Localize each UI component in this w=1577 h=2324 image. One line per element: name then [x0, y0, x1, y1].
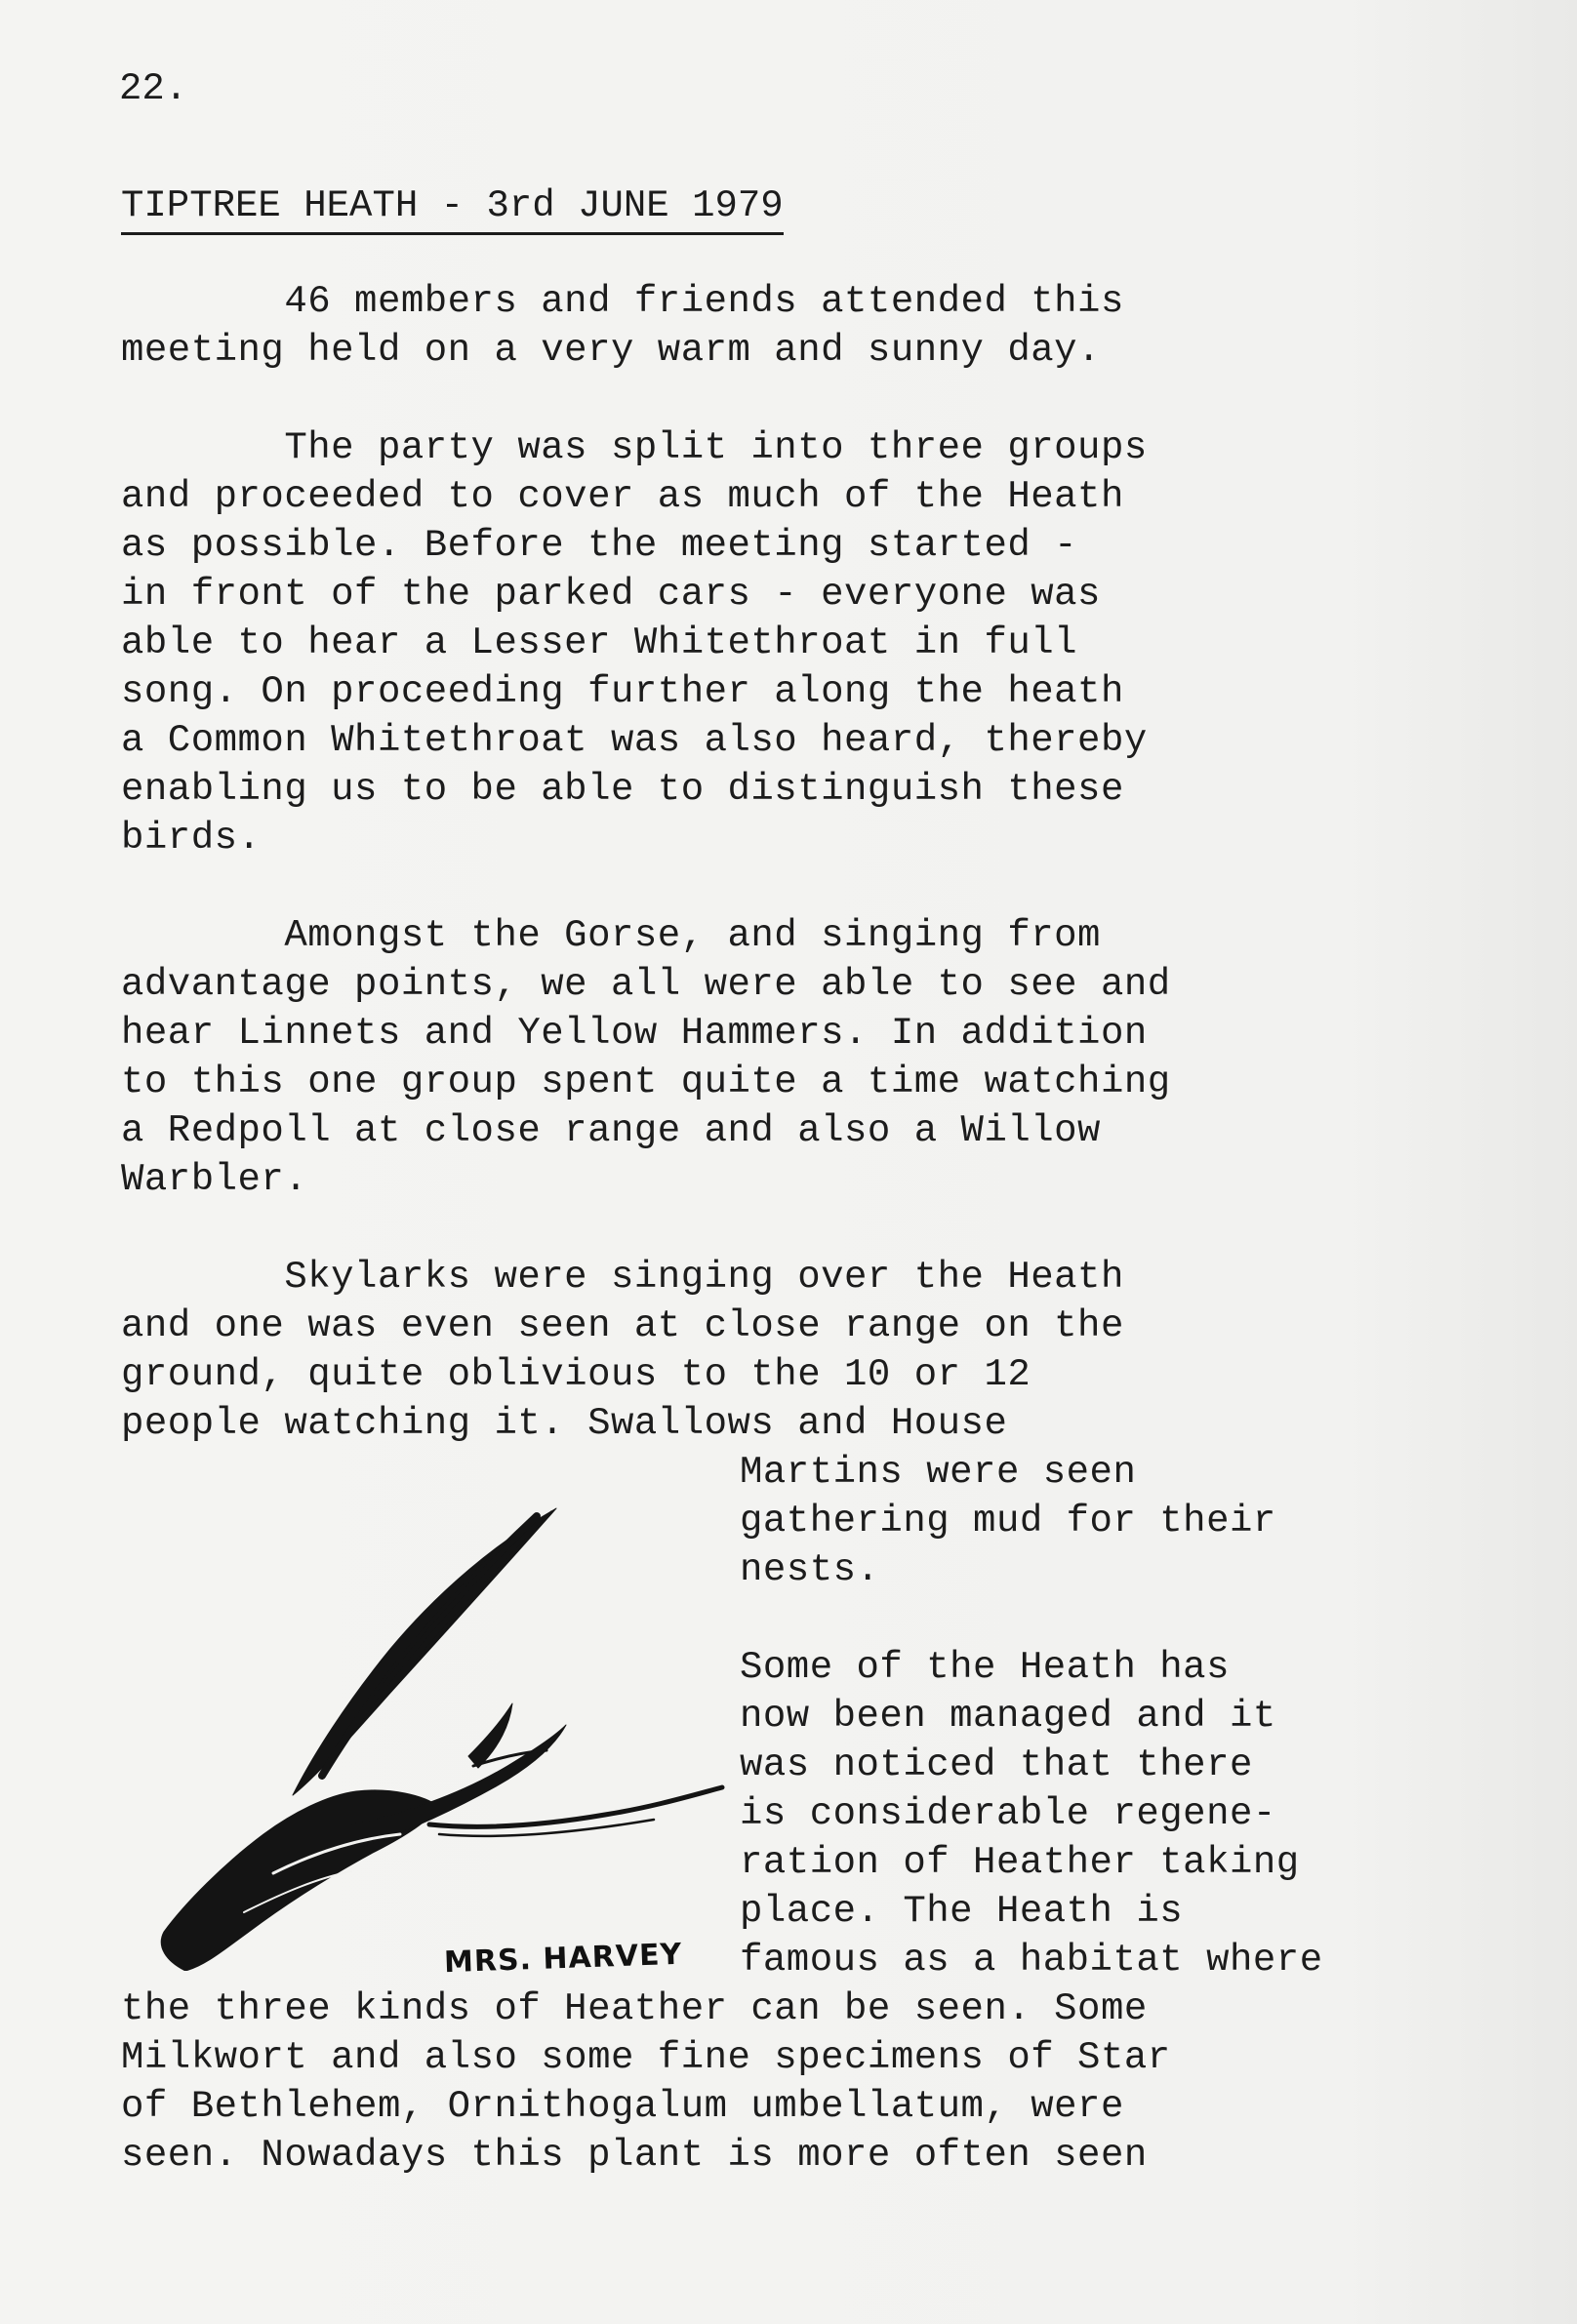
text-line: famous as a habitat where: [740, 1939, 1323, 1982]
article-title: TIPTREE HEATH - 3rd JUNE 1979: [121, 181, 784, 235]
text-line: advantage points, we all were able to see and: [121, 963, 1171, 1006]
text-line: hear Linnets and Yellow Hammers. In addition: [121, 1012, 1148, 1055]
text-line: is considerable regene-: [740, 1792, 1276, 1835]
text-line: Some of the Heath has: [740, 1646, 1230, 1689]
text-line: of Bethlehem, Ornithogalum umbellatum, were: [121, 2085, 1124, 2128]
page-number: 22.: [119, 67, 188, 110]
text-line: a Common Whitethroat was also heard, thereby: [121, 719, 1148, 762]
text-line: Warbler.: [121, 1158, 308, 1201]
text-line: song. On proceeding further along the heath: [121, 670, 1124, 713]
text-line: Amongst the Gorse, and singing from: [121, 914, 1101, 957]
text-line: Skylarks were singing over the Heath: [121, 1256, 1124, 1299]
text-line: meeting held on a very warm and sunny day.: [121, 329, 1101, 372]
text-line: gathering mud for their: [740, 1500, 1276, 1543]
text-line: Martins were seen: [740, 1451, 1137, 1494]
text-line: the three kinds of Heather can be seen. Some: [121, 1987, 1148, 2030]
text-line: birds.: [121, 817, 262, 860]
swallow-sketch-icon: [146, 1503, 732, 1971]
text-line: as possible. Before the meeting started -: [121, 524, 1078, 567]
text-line: in front of the parked cars - everyone was: [121, 573, 1101, 616]
text-line: ground, quite oblivious to the 10 or 12: [121, 1353, 1031, 1396]
text-line: nests.: [740, 1548, 880, 1591]
text-line: ration of Heather taking: [740, 1841, 1300, 1884]
text-line: 46 members and friends attended this: [121, 280, 1124, 323]
text-line: The party was split into three groups: [121, 426, 1148, 469]
text-line: Milkwort and also some fine specimens of Star: [121, 2036, 1171, 2079]
text-line: people watching it. Swallows and House: [121, 1402, 1008, 1445]
text-line: place. The Heath is: [740, 1890, 1184, 1933]
text-line: was noticed that there: [740, 1743, 1253, 1786]
text-line: a Redpoll at close range and also a Willow: [121, 1109, 1101, 1152]
text-line: and one was even seen at close range on the: [121, 1304, 1124, 1347]
artist-signature: MRS. HARVEY: [443, 1937, 683, 1981]
text-line: enabling us to be able to distinguish these: [121, 768, 1124, 811]
text-line: seen. Nowadays this plant is more often seen: [121, 2134, 1148, 2177]
text-line: now been managed and it: [740, 1695, 1276, 1738]
text-line: and proceeded to cover as much of the Heath: [121, 475, 1124, 518]
text-line: to this one group spent quite a time watching: [121, 1061, 1171, 1103]
text-line: able to hear a Lesser Whitethroat in full: [121, 621, 1078, 664]
